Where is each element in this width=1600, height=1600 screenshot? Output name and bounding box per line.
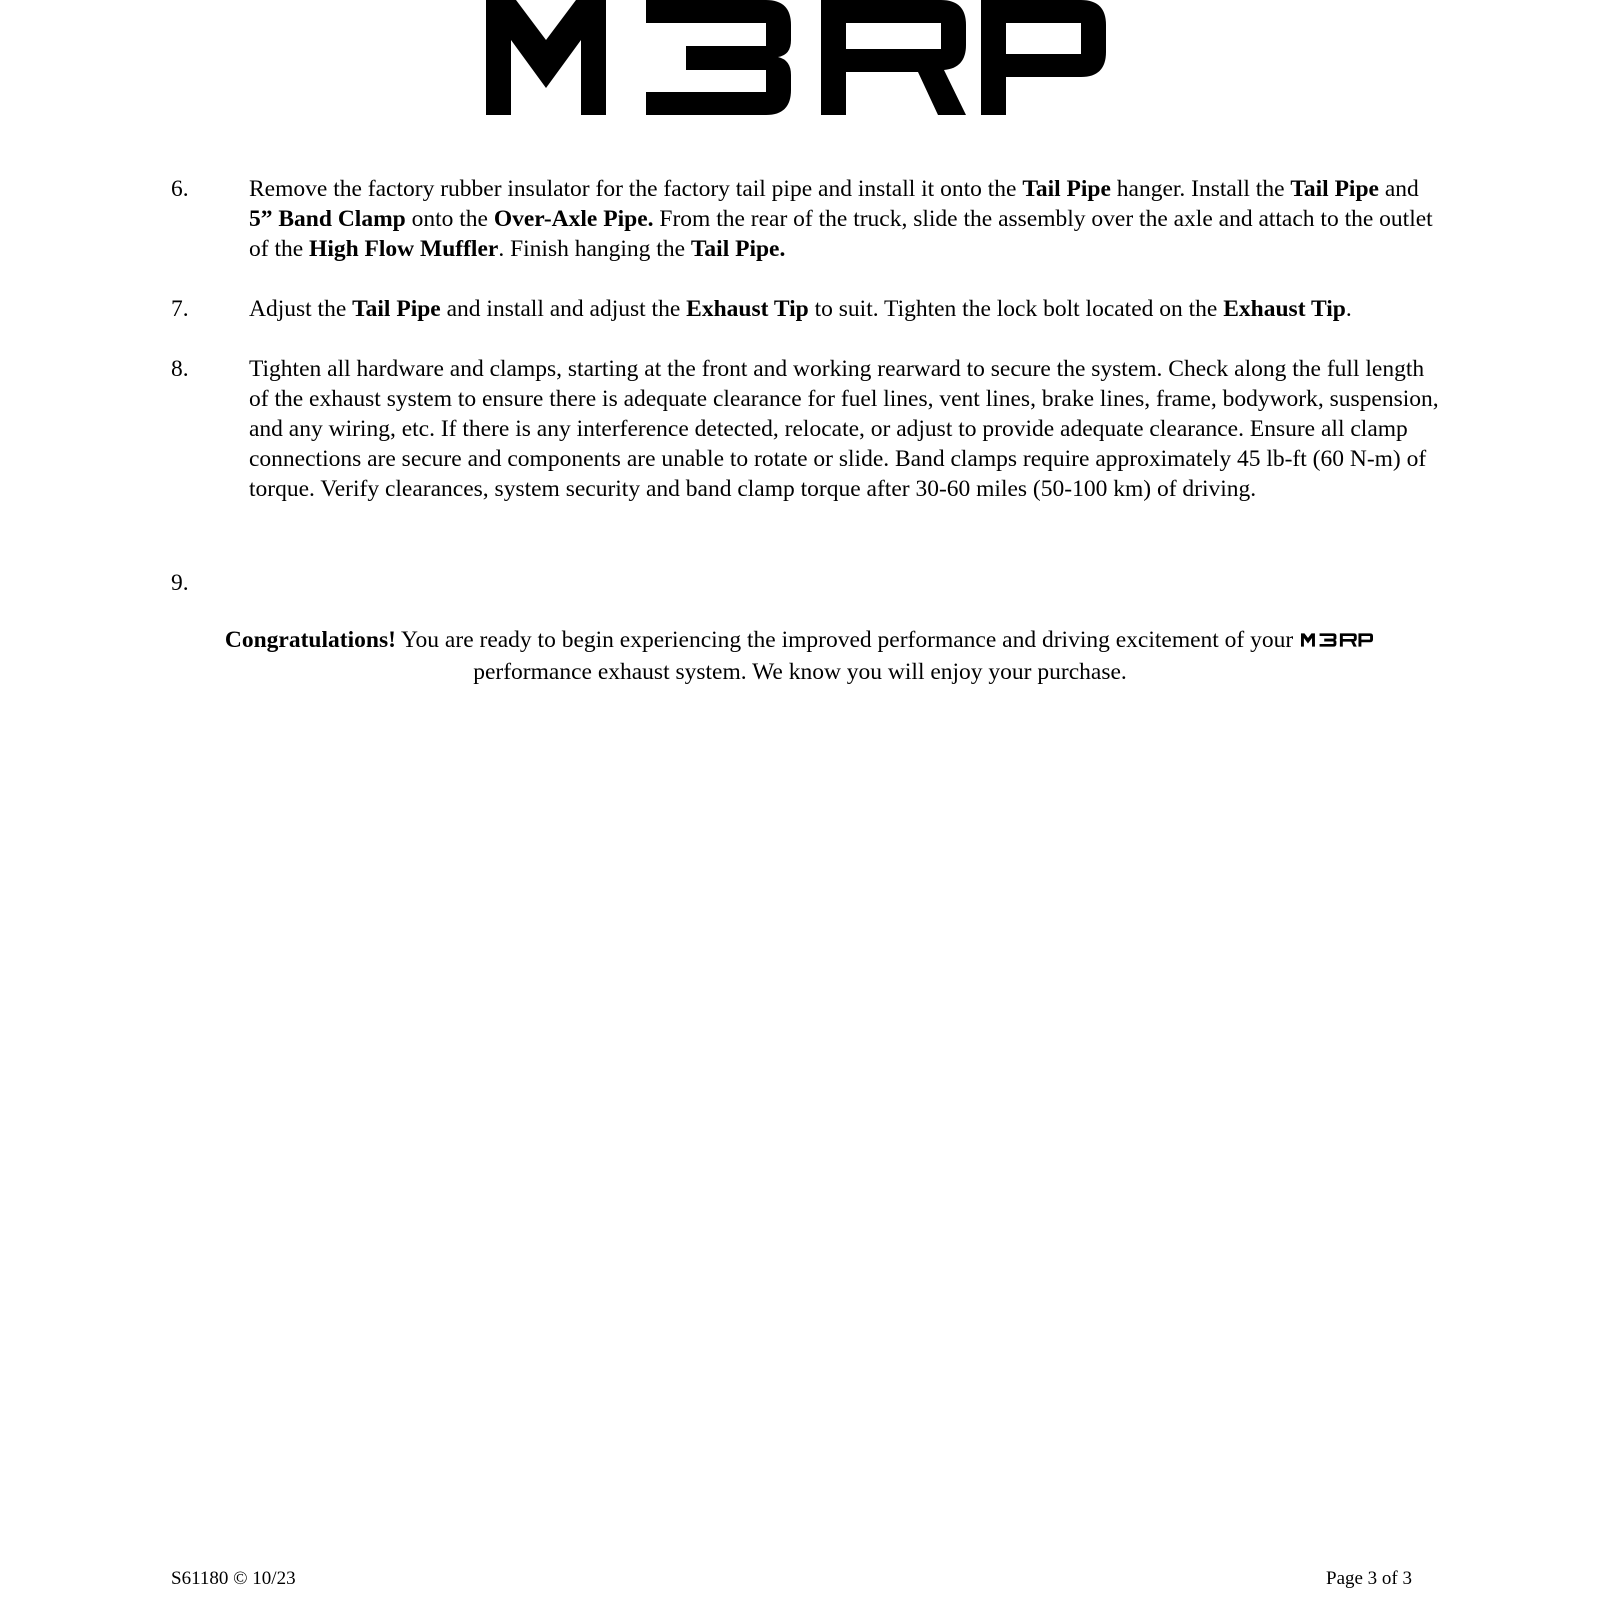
mbrp-logo: [486, 0, 1106, 115]
congratulations-text-2: performance exhaust system. We know you will enjoy your purchase.: [473, 659, 1127, 685]
inline-mbrp-logo: [1301, 624, 1373, 656]
part-name: Over-Axle Pipe.: [493, 206, 654, 232]
part-name: Tail Pipe: [1290, 176, 1379, 202]
congratulations-lead: Congratulations!: [224, 627, 396, 653]
step-text-segment: Remove the factory rubber insulator for the factory tail pipe and install it onto the: [249, 176, 1023, 202]
congratulations-text-1: You are ready to begin experiencing the improved performance and driving excitement of your: [395, 627, 1300, 653]
step-text: [249, 174, 1441, 264]
step-text: [249, 354, 1441, 504]
step-text-segment: onto the: [405, 206, 494, 232]
congratulations-paragraph: [200, 624, 1400, 688]
step-text-segment: . Finish hanging the: [498, 236, 691, 262]
step-text-segment: .: [1345, 296, 1352, 322]
step-text-segment: Adjust the: [249, 296, 353, 322]
page-number: Page 3 of 3: [1326, 1568, 1413, 1589]
part-name: 5” Band Clamp: [249, 206, 406, 232]
step-text: [249, 294, 1441, 324]
document-code: S61180 © 10/23: [171, 1568, 296, 1589]
step-item: [171, 354, 1441, 504]
step-text-segment: and: [1378, 176, 1419, 202]
step-number-9: 9.: [171, 570, 189, 596]
instruction-steps: [171, 174, 1441, 534]
part-name: High Flow Muffler: [309, 236, 499, 262]
part-name: Tail Pipe: [352, 296, 441, 322]
part-name: Tail Pipe: [1022, 176, 1111, 202]
mbrp-logo-graphic: [486, 0, 1106, 115]
step-number: 7.: [171, 296, 189, 322]
step-item: [171, 174, 1441, 264]
part-name: Tail Pipe.: [690, 236, 786, 262]
step-number: 8.: [171, 356, 189, 382]
step-text-segment: and install and adjust the: [440, 296, 687, 322]
step-number: 6.: [171, 176, 189, 202]
part-name: Exhaust Tip: [1223, 296, 1346, 322]
step-text-segment: to suit. Tighten the lock bolt located on the: [808, 296, 1224, 322]
step-text-segment: hanger. Install the: [1110, 176, 1291, 202]
step-text-segment: From the rear of the truck, slide the assembly over the axle and attach to the outlet of the: [249, 206, 1433, 262]
step-text-segment: Tighten all hardware and clamps, starting at the front and working rearward to secure the system. Check along the full length of the exhaust system to ensure there is adequate clearance for fuel lines, vent lines, brake lines, frame, bodywork, suspension, and any wiring, etc. If there is any interference detected, relocate, or adjust to provide adequate clearance. Ensure all clamp connections are secure and components are unable to rotate or slide. Band clamps require approximately 45 lb-ft (60 N-m) of torque. Verify clearances, system security and band clamp torque after 30-60 miles (50-100 km) of driving.: [249, 356, 1439, 502]
step-item: [171, 294, 1441, 324]
part-name: Exhaust Tip: [686, 296, 809, 322]
